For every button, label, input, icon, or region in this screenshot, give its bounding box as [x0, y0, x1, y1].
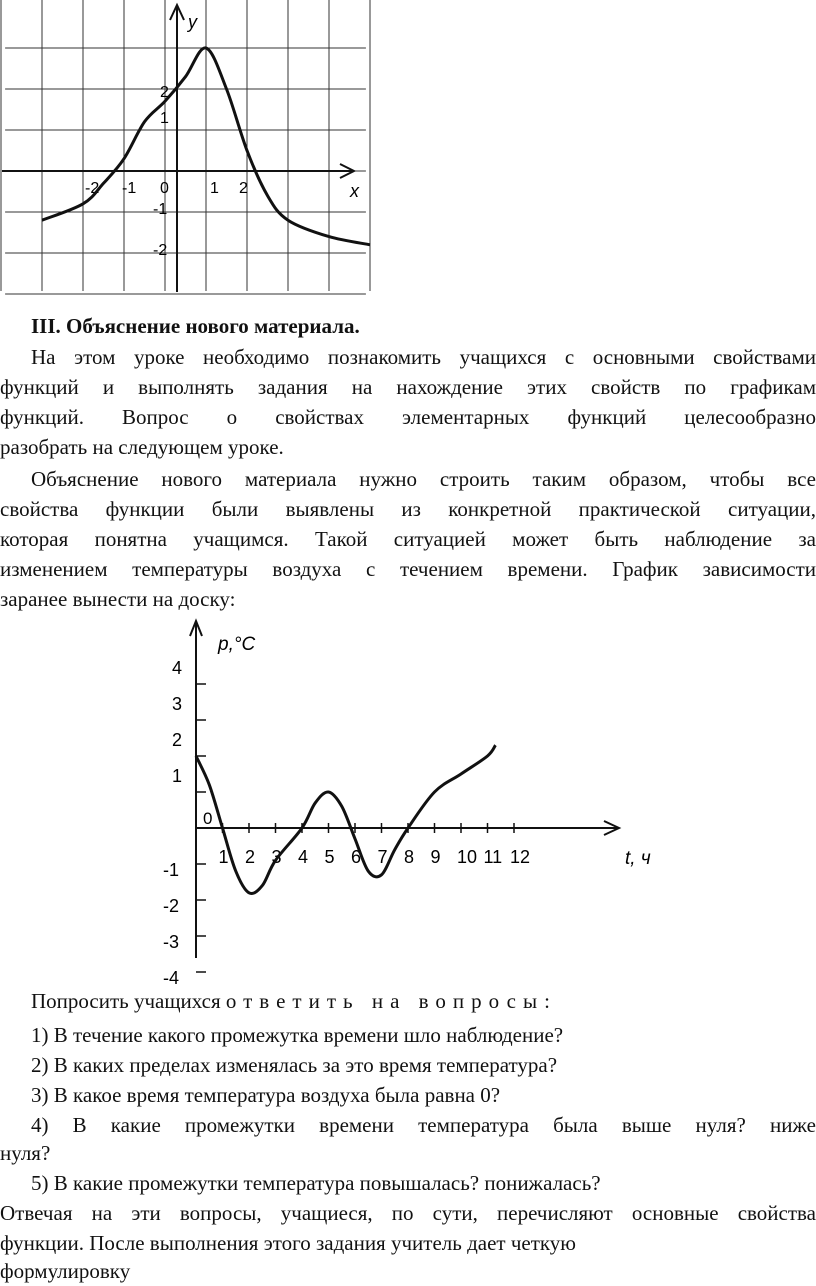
x-tick-label: 10 [457, 847, 478, 867]
x-tick-label: 2 [239, 180, 248, 197]
x-tick-label: 0 [160, 180, 169, 197]
y-tick-label: 1 [172, 766, 183, 786]
question-1: 1) В течение какого промежутка времени шло наблюдение? [31, 1023, 564, 1047]
x-tick-label: 5 [324, 847, 335, 867]
x-tick-label: 1 [210, 180, 219, 197]
para2-line-3: которая понятна учащимся. Такой ситуацией может быть наблюдение за [0, 527, 816, 551]
temperature-graph-chart [160, 612, 680, 988]
para2-line-1: Объяснение нового материала нужно строить таким образом, чтобы все [31, 467, 816, 491]
temperature-curve [196, 745, 496, 893]
x-tick-label: 1 [218, 847, 229, 867]
closing-line-2: функции. После выполнения этого задания учитель дает четкую [0, 1231, 576, 1255]
para2-line-4: изменением температуры воздуха с течением времени. График зависимости [0, 557, 816, 581]
origin-label: 0 [203, 809, 213, 828]
ask-after: : [544, 989, 550, 1013]
para1-line-1: На этом уроке необходимо познакомить учащихся с основными свойствами [31, 345, 816, 369]
x-tick-label: 3 [271, 847, 282, 867]
y-tick-label: -4 [163, 968, 180, 988]
question-4: 4) В какие промежутки времени температура была выше нуля? ниже [31, 1113, 816, 1137]
ask-spaced: ответить на вопросы [225, 989, 545, 1013]
question-5: 5) В какие промежутки температура повышалась? понижалась? [31, 1171, 601, 1195]
y-tick-label: 2 [160, 84, 169, 101]
x-tick-label: -1 [122, 180, 137, 197]
question-4-continued: нуля? [0, 1141, 51, 1165]
para1-line-3: функций. Вопрос о свойствах элементарных функций целесообразно [0, 405, 816, 429]
temperature-line [196, 745, 496, 893]
y-axis-label: p,°С [218, 634, 256, 655]
closing-line-3: формулировку [0, 1259, 131, 1283]
x-tick-label: 7 [377, 847, 388, 867]
x-axis-label: t, ч [625, 848, 651, 869]
y-tick-label: -2 [153, 242, 168, 259]
axes [190, 621, 619, 972]
tick-labels [163, 658, 530, 988]
y-tick-label: -1 [153, 201, 168, 218]
para1-line-2: функций и выполнять задания на нахождение этих свойств по графикам [0, 375, 816, 399]
y-tick-label: 3 [172, 694, 183, 714]
ask-line [31, 986, 816, 1016]
section-heading: III. Объяснение нового материала. [31, 314, 360, 338]
para2-line-5: заранее вынести на доску: [0, 587, 236, 611]
question-3: 3) В какое время температура воздуха была равна 0? [31, 1083, 501, 1107]
ask-before: Попросить учащихся [31, 989, 226, 1013]
grid [1, 0, 370, 294]
y-tick-label: -3 [163, 932, 180, 952]
x-tick-label: 2 [245, 847, 256, 867]
question-2: 2) В каких пределах изменялась за это время температура? [31, 1053, 558, 1077]
y-tick-label: 2 [172, 730, 183, 750]
y-axis-label: y [188, 12, 197, 32]
y-tick-label: -1 [163, 860, 180, 880]
x-axis-label: x [350, 181, 359, 201]
y-tick-label: 1 [160, 110, 169, 127]
y-tick-label: -2 [163, 896, 180, 916]
x-tick-label: 8 [404, 847, 415, 867]
para1-line-4: разобрать на следующем уроке. [0, 435, 284, 459]
x-tick-label: 12 [510, 847, 531, 867]
x-tick-label: 4 [298, 847, 309, 867]
closing-line-1: Отвечая на эти вопросы, учащиеся, по сути, перечисляют основные свойства [0, 1201, 816, 1225]
y-tick-label: 4 [172, 658, 183, 678]
function-graph-chart [0, 0, 380, 300]
x-tick-label: 11 [483, 847, 503, 867]
x-tick-label: 6 [351, 847, 362, 867]
x-tick-label: -2 [85, 180, 100, 197]
x-tick-label: 9 [430, 847, 441, 867]
para2-line-2: свойства функции были выявлены из конкретной практической ситуации, [0, 497, 816, 521]
